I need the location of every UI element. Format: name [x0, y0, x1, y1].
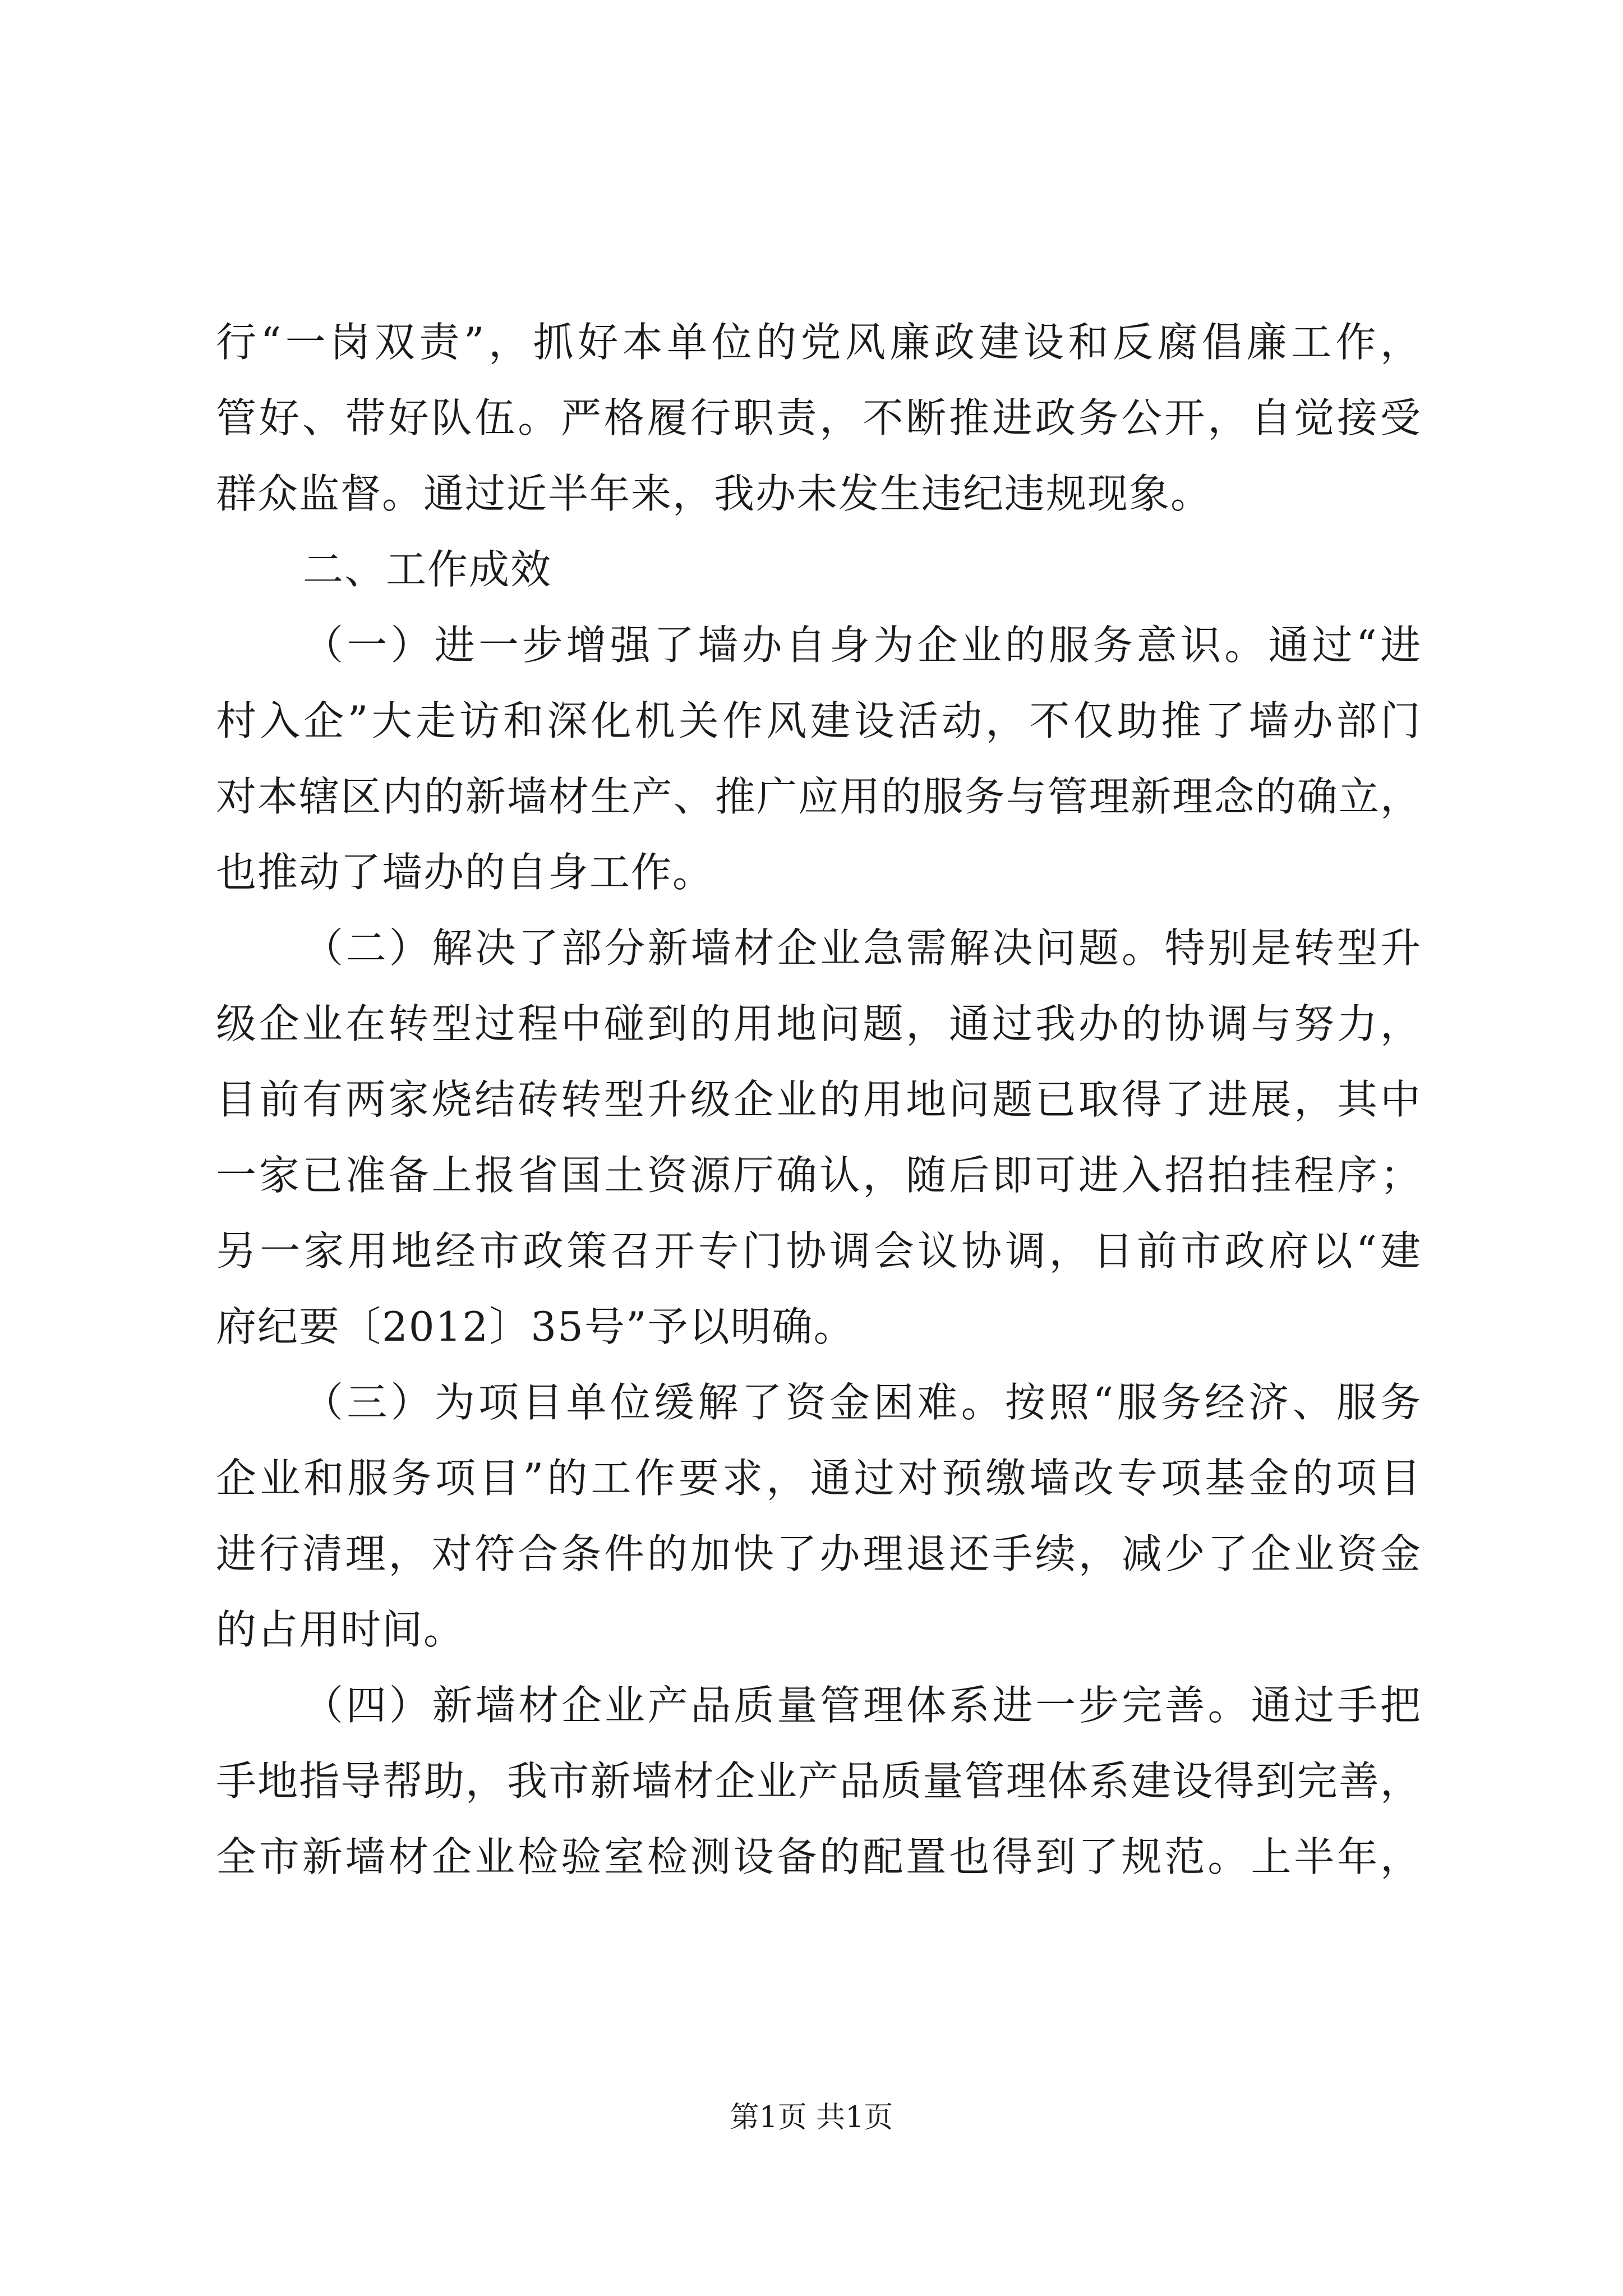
body-line-2: 管好、带好队伍。严格履行职责，不断推进政务公开，自觉接受	[216, 394, 1422, 441]
paragraph-1-line-4: 也推动了墙办的自身工作。	[216, 849, 714, 896]
body-line-1: 行“一岗双责”，抓好本单位的党风廉政建设和反腐倡廉工作，	[216, 319, 1422, 366]
paragraph-2-line-3: 目前有两家烧结砖转型升级企业的用地问题已取得了进展，其中	[216, 1076, 1422, 1123]
paragraph-3-line-4: 的占用时间。	[216, 1606, 465, 1653]
paragraph-2-line-1: （二）解决了部分新墙材企业急需解决问题。特别是转型升	[303, 924, 1422, 972]
page-footer: 第1页 共1页	[730, 2101, 893, 2134]
paragraph-1-line-2: 村入企”大走访和深化机关作风建设活动，不仅助推了墙办部门	[216, 697, 1422, 744]
paragraph-4-line-3: 全市新墙材企业检验室检测设备的配置也得到了规范。上半年，	[216, 1833, 1422, 1880]
paragraph-1-line-3: 对本辖区内的新墙材生产、推广应用的服务与管理新理念的确立，	[216, 773, 1422, 820]
paragraph-3-line-3: 进行清理，对符合条件的加快了办理退还手续，减少了企业资金	[216, 1530, 1422, 1577]
body-line-3: 群众监督。通过近半年来，我办未发生违纪违规现象。	[216, 470, 1212, 517]
paragraph-3-line-2: 企业和服务项目”的工作要求，通过对预缴墙改专项基金的项目	[216, 1455, 1422, 1502]
paragraph-4-line-2: 手地指导帮助，我市新墙材企业产品质量管理体系建设得到完善，	[216, 1757, 1422, 1805]
paragraph-2-line-2: 级企业在转型过程中碰到的用地问题，通过我办的协调与努力，	[216, 1000, 1422, 1047]
section-heading: 二、工作成效	[303, 546, 552, 593]
paragraph-4-line-1: （四）新墙材企业产品质量管理体系进一步完善。通过手把	[303, 1682, 1422, 1729]
paragraph-2-line-4: 一家已准备上报省国土资源厅确认，随后即可进入招拍挂程序；	[216, 1152, 1422, 1199]
paragraph-1-line-1: （一）进一步增强了墙办自身为企业的服务意识。通过“进	[303, 622, 1422, 669]
paragraph-2-line-6: 府纪要〔2012〕35号”予以明确。	[216, 1303, 855, 1350]
paragraph-2-line-5: 另一家用地经市政策召开专门协调会议协调，日前市政府以“建	[216, 1227, 1422, 1274]
paragraph-3-line-1: （三）为项目单位缓解了资金困难。按照“服务经济、服务	[303, 1379, 1422, 1426]
